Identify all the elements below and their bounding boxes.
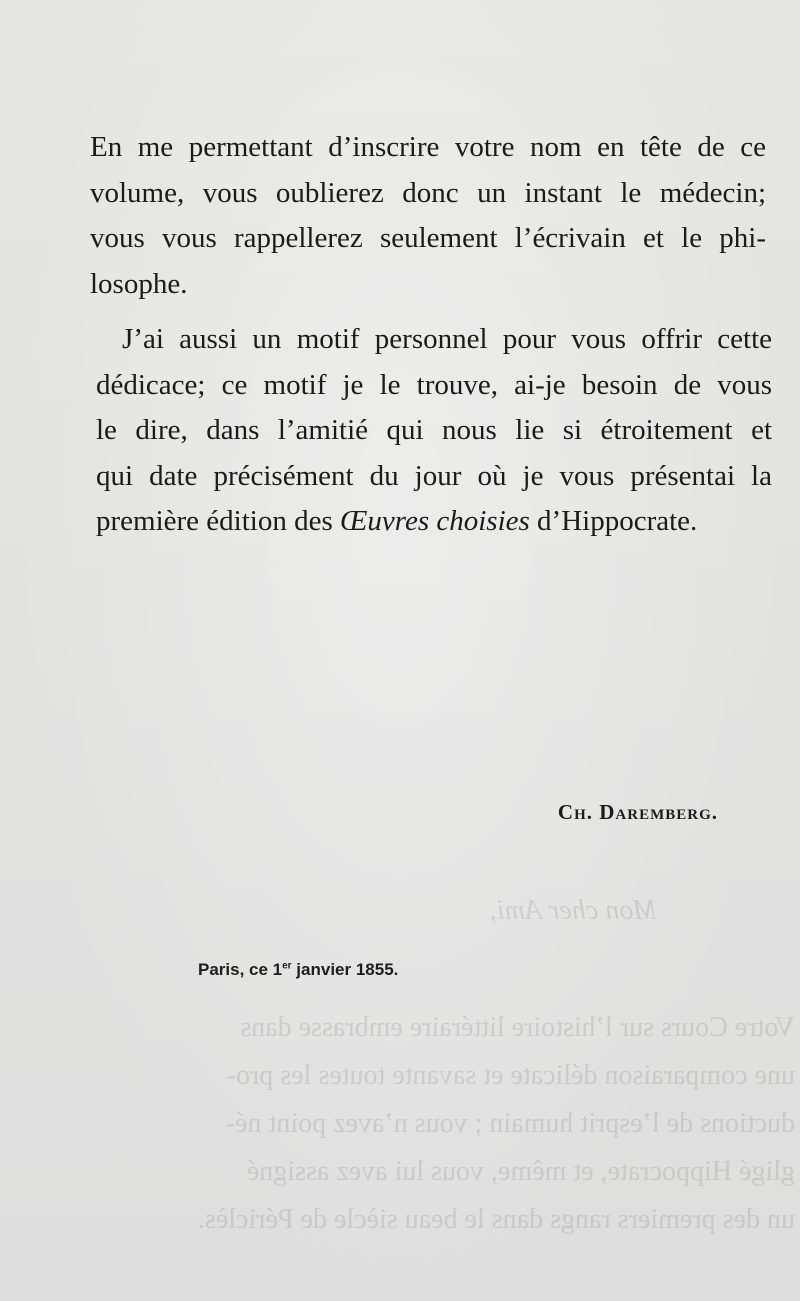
text-line: le dire, dans l’amitié qui nous lie si étroitement et: [96, 414, 772, 446]
text-line: vous vous rappellerez seulement l’écrivain et le phi-: [90, 222, 766, 254]
text-line: J’ai aussi un motif personnel pour vous offrir cette: [122, 323, 772, 355]
dateline-ordinal: er: [282, 960, 292, 972]
show-through-salutation: Mon cher Ami,: [490, 895, 657, 926]
dedication-paragraph-1: [90, 125, 766, 307]
text-fragment: première édition des: [96, 505, 340, 537]
text-fragment: d’Hippocrate.: [529, 505, 698, 537]
text-line-with-title: [96, 499, 772, 545]
dateline: [198, 960, 398, 980]
text-line: volume, vous oublierez donc un instant le médecin;: [90, 176, 766, 209]
dedication-paragraph-2: [96, 317, 772, 545]
dateline-suffix: janvier 1855.: [291, 960, 399, 979]
show-through-line: ductions de l’esprit humain ; vous n’avez point né-: [225, 1108, 795, 1139]
text-line: dédicace; ce motif je le trouve, ai-je besoin de vous: [96, 368, 772, 401]
show-through-line: gligé Hippocrate, et même, vous lui avez assigné: [246, 1156, 795, 1187]
text-line: qui date précisément du jour où je vous présentai la: [96, 459, 772, 492]
text-line: En me permettant d’inscrire votre nom en tête de ce: [90, 131, 766, 163]
show-through-line: un des premiers rangs dans le beau siècle de Périclès.: [197, 1204, 795, 1235]
show-through-line: Votre Cours sur l’histoire littéraire embrasse dans: [240, 1012, 795, 1043]
show-through-line: une comparaison délicate et savante toutes les pro-: [226, 1060, 795, 1091]
book-title: Œuvres choisies: [340, 505, 530, 537]
dateline-prefix: Paris, ce 1: [198, 960, 283, 979]
author-signature: Ch. Daremberg.: [557, 800, 718, 824]
text-line: losophe.: [90, 267, 188, 300]
